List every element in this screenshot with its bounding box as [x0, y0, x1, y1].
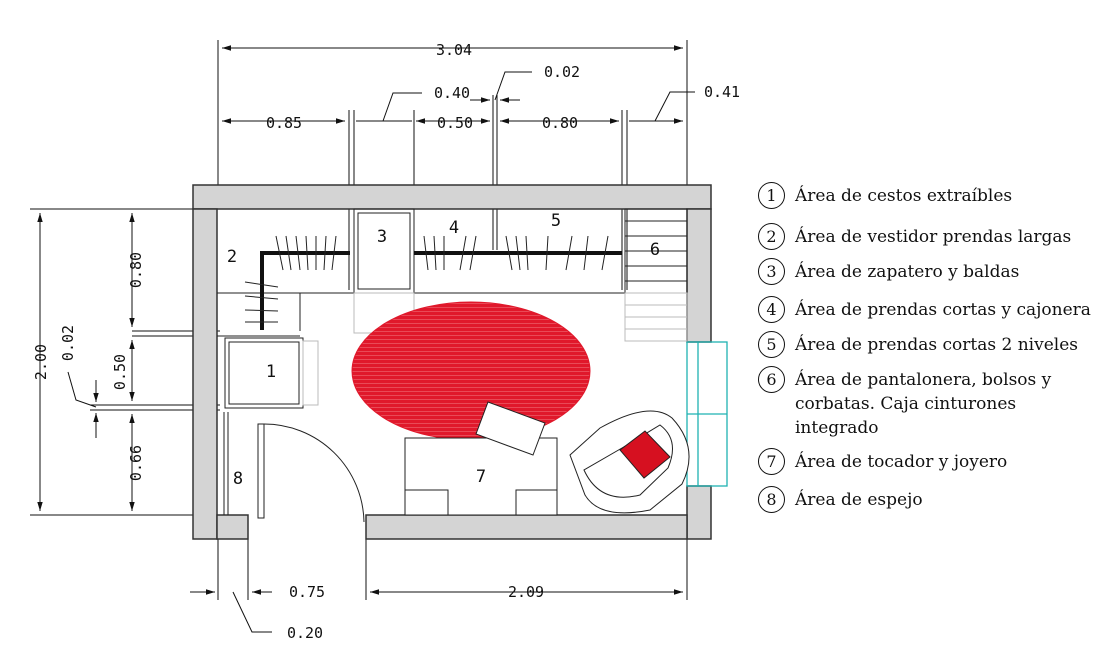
- dim-segment-5: 0.80: [541, 114, 579, 132]
- legend-item-4: [758, 296, 1103, 323]
- dim-left-4: 0.66: [127, 444, 145, 482]
- legend-item-1: [758, 182, 1103, 209]
- dim-left-2: 0.02: [59, 324, 77, 362]
- plan-label-1: 1: [265, 362, 277, 382]
- plan-label-4: 4: [448, 218, 460, 238]
- plan-label-3: 3: [376, 227, 388, 247]
- legend-number: 4: [758, 296, 785, 323]
- dim-segment-1: 0.85: [265, 114, 303, 132]
- window: [687, 342, 727, 486]
- legend-item-5: [758, 331, 1103, 358]
- legend-number: 1: [758, 182, 785, 209]
- legend-item-2: [758, 223, 1103, 250]
- legend-number: 5: [758, 331, 785, 358]
- plan-label-6: 6: [649, 240, 661, 260]
- armchair: [570, 411, 689, 513]
- dim-segment-2: 0.40: [433, 84, 471, 102]
- legend-number: 8: [758, 486, 785, 513]
- plan-label-5: 5: [550, 211, 562, 231]
- legend-item-8: [758, 486, 1103, 513]
- dim-left-3: 0.50: [111, 353, 129, 391]
- legend-text: Área de tocador y joyero: [795, 452, 1008, 472]
- dim-bottom-3: 2.09: [507, 583, 545, 601]
- dim-segment-6: 0.41: [703, 83, 741, 101]
- legend-number: 2: [758, 223, 785, 250]
- plan-label-7: 7: [475, 467, 487, 487]
- dim-bottom-1: 0.75: [288, 583, 326, 601]
- dim-total-width: 3.04: [435, 41, 473, 59]
- legend-text: Área de pantalonera, bolsos y corbatas. Caja cinturones integrado: [795, 370, 1052, 438]
- legend-text: Área de zapatero y baldas: [795, 262, 1020, 282]
- rug: [352, 302, 590, 440]
- dimension-lines: [30, 40, 695, 632]
- areas-legend: [758, 182, 1103, 513]
- dim-left-1: 0.80: [127, 251, 145, 289]
- plan-label-8: 8: [232, 469, 244, 489]
- legend-text: Área de vestidor prendas largas: [795, 227, 1072, 247]
- legend-text: Área de cestos extraíbles: [795, 186, 1013, 206]
- dim-total-height: 2.00: [32, 343, 50, 381]
- legend-item-6: [758, 366, 1103, 440]
- legend-number: 6: [758, 366, 785, 393]
- legend-item-3: [758, 258, 1103, 285]
- legend-number: 7: [758, 448, 785, 475]
- legend-number: 3: [758, 258, 785, 285]
- dim-bottom-2: 0.20: [286, 624, 324, 642]
- legend-text: Área de prendas cortas 2 niveles: [795, 335, 1078, 355]
- legend-text: Área de espejo: [795, 490, 923, 510]
- plan-label-2: 2: [226, 247, 238, 267]
- legend-text: Área de prendas cortas y cajonera: [795, 300, 1091, 320]
- dim-segment-4: 0.02: [543, 63, 581, 81]
- dim-segment-3: 0.50: [436, 114, 474, 132]
- legend-item-7: [758, 448, 1103, 475]
